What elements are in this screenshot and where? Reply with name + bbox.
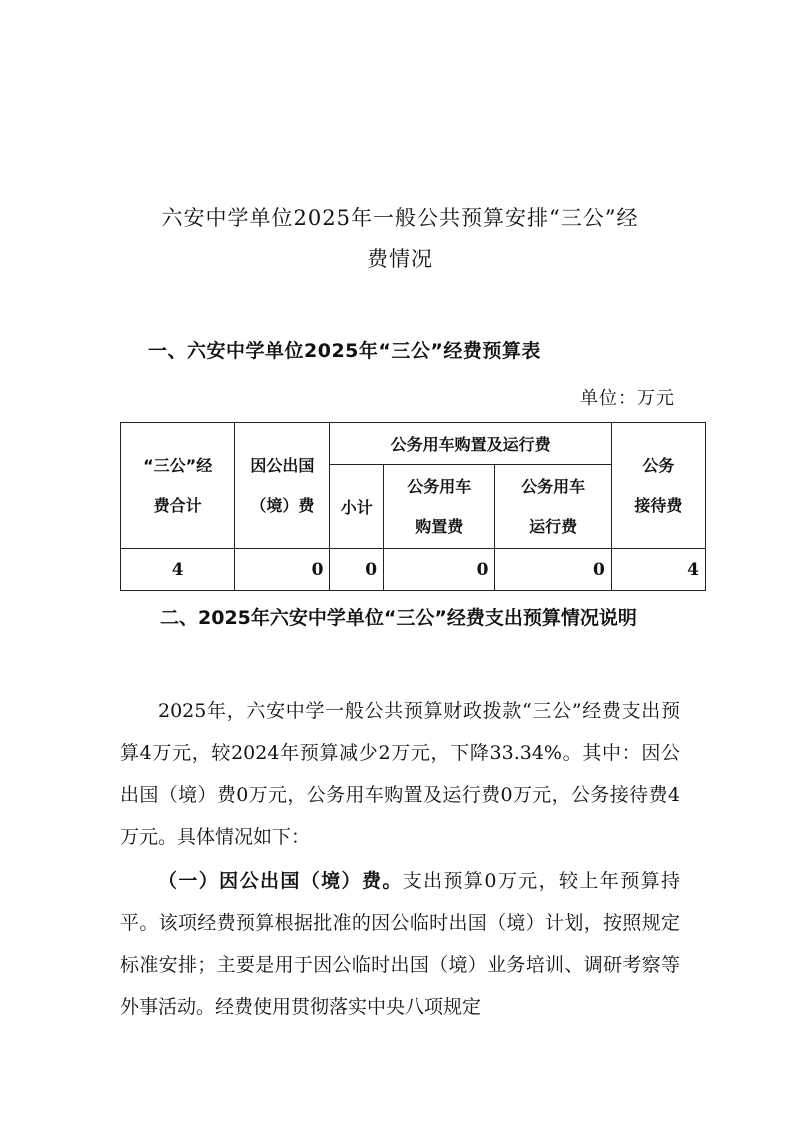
cell-purchase: 0	[384, 549, 495, 591]
header-reception: 公务 接待费	[611, 423, 705, 549]
header-vehicle-group: 公务用车购置及运行费	[330, 423, 611, 465]
paragraph-abroad	[120, 860, 680, 1028]
cell-abroad: 0	[235, 549, 330, 591]
cell-total: 4	[121, 549, 235, 591]
paragraph-summary: 2025年，六安中学一般公共预算财政拨款“三公”经费支出预算4万元，较2024年预算减少2万元，下降33.34%。其中：因公出国（境）费0万元，公务用车购置及运行费0万元，公务接待费4万元。具体情况如下：	[120, 700, 680, 848]
section1-heading: 一、六安中学单位2025年“三公”经费预算表	[148, 340, 541, 362]
cell-reception: 4	[611, 549, 705, 591]
header-total: “三公”经 费合计	[121, 423, 235, 549]
header-purchase: 公务用车 购置费	[384, 465, 495, 549]
cell-operation: 0	[495, 549, 611, 591]
document-title-line2: 费情况	[367, 247, 433, 271]
cell-subtotal: 0	[330, 549, 384, 591]
section2-heading: 二、2025年六安中学单位“三公”经费支出预算情况说明	[160, 607, 637, 629]
document-title-line1: 六安中学单位2025年一般公共预算安排“三公”经	[161, 206, 639, 230]
header-abroad: 因公出国 （境）费	[235, 423, 330, 549]
budget-table	[120, 422, 706, 591]
paragraph-abroad-lead: （一）因公出国（境）费。	[158, 870, 403, 892]
unit-label: 单位：万元	[580, 388, 675, 409]
paragraph-abroad-body: 支出预算0万元，较上年预算持平。该项经费预算根据批准的因公临时出国（境）计划，按照规定标准安排；主要是用于因公临时出国（境）业务培训、调研考察等外事活动。经费使用贯彻落实中央八项规定	[120, 870, 680, 1018]
header-operation: 公务用车 运行费	[495, 465, 611, 549]
document-title	[120, 198, 680, 280]
header-subtotal: 小计	[330, 465, 384, 549]
